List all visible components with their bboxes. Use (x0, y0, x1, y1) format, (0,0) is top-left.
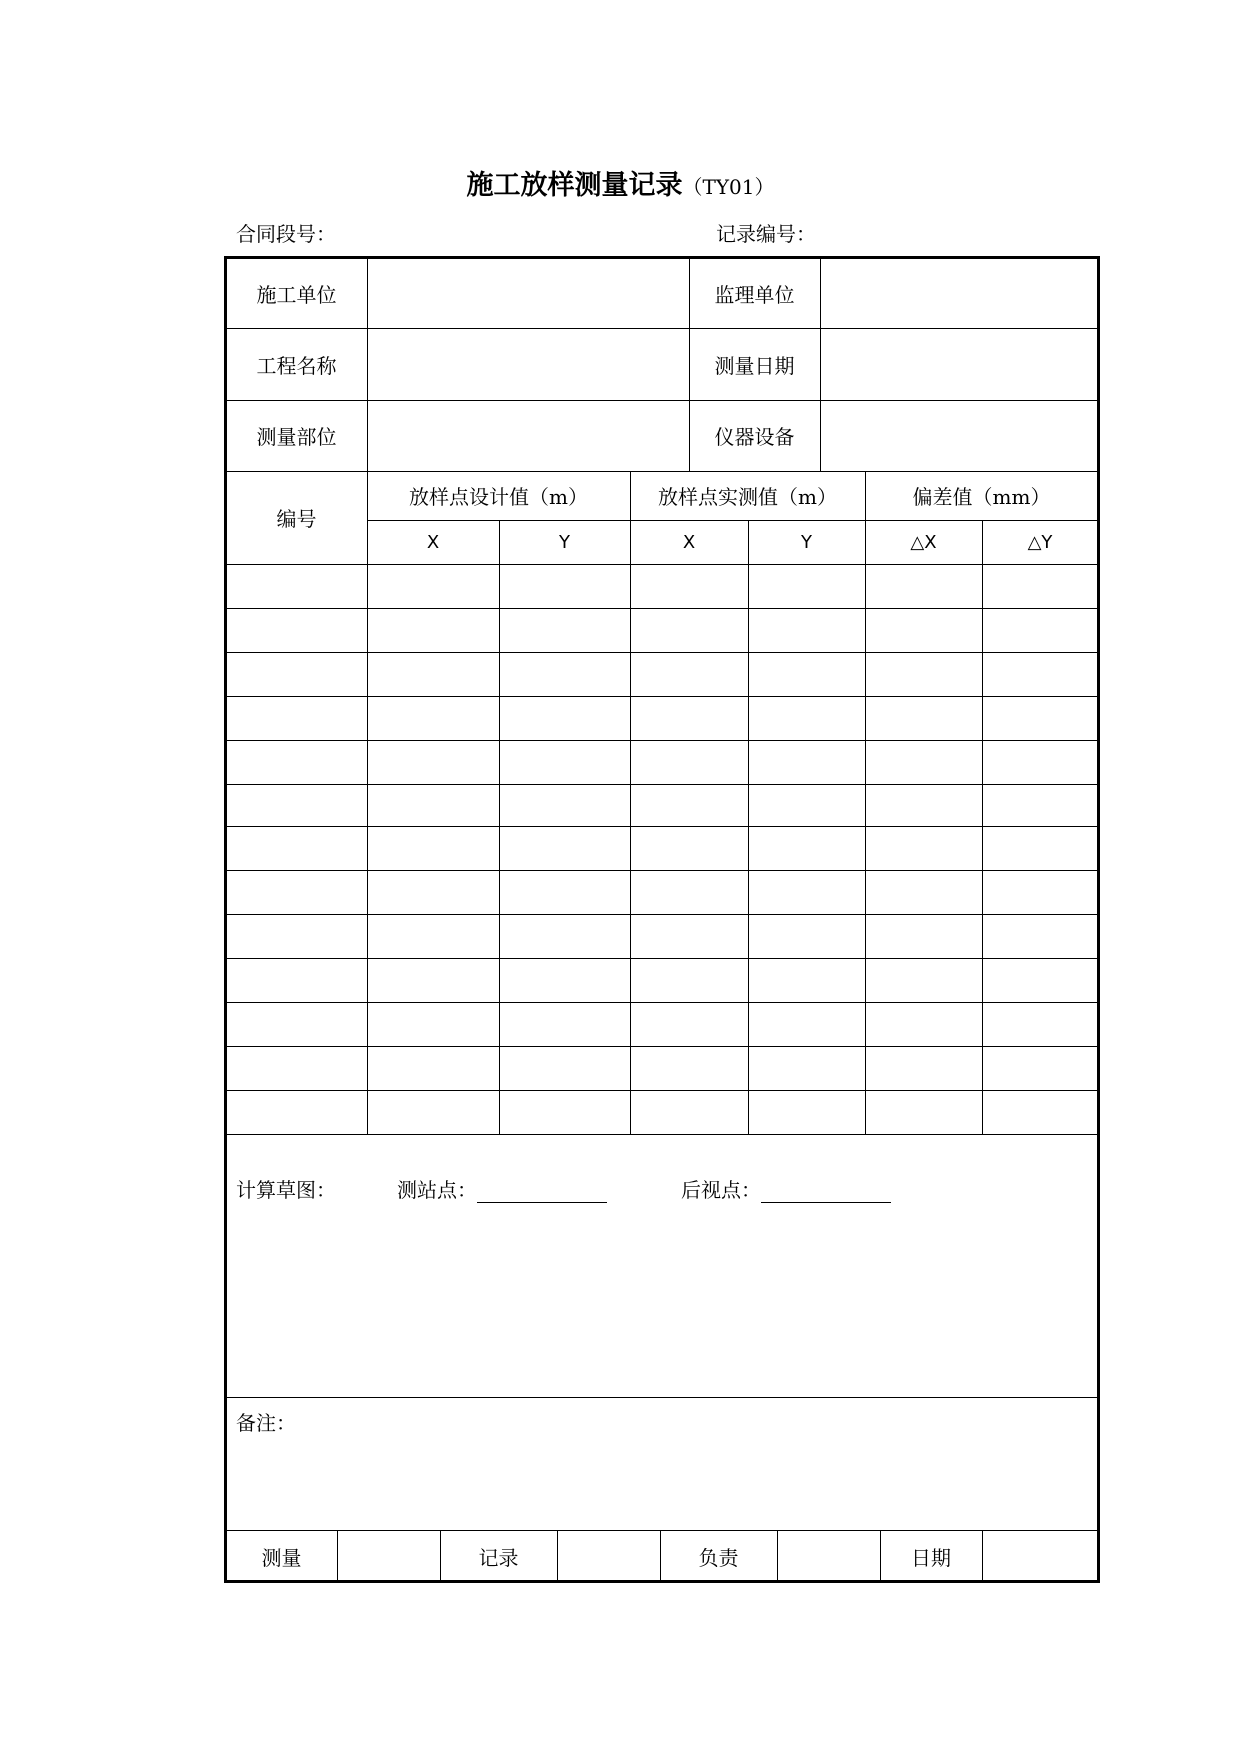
label-supervision-unit: 监理单位 (714, 282, 795, 307)
subheader-delta-y: △Y (1027, 531, 1053, 553)
col-group-divider-1 (630, 471, 631, 1134)
title-main: 施工放样测量记录 (466, 170, 683, 201)
rule-header-bottom (224, 564, 1100, 565)
label-instrument: 仪器设备 (714, 425, 795, 449)
subheader-delta-x: △X (910, 531, 937, 553)
station-field (397, 1174, 607, 1203)
header-design-values: 放样点设计值（m） (409, 485, 588, 509)
subheader-measured-x: X (682, 531, 696, 553)
rule-row-2 (224, 652, 1100, 653)
sig-label-date: 日期 (911, 1545, 951, 1570)
sig-value-measure[interactable] (337, 1531, 440, 1581)
rule-table-bottom (224, 1134, 1100, 1135)
value-instrument[interactable] (820, 400, 1098, 471)
header-id: 编号 (276, 507, 317, 531)
subheader-measured-y: Y (801, 531, 812, 553)
rule-row-8 (224, 914, 1100, 915)
value-survey-location[interactable] (367, 400, 689, 471)
remarks-label: 备注： (236, 1411, 296, 1435)
backsight-value[interactable] (761, 1182, 891, 1203)
rule-row-11 (224, 1046, 1100, 1047)
label-construction-unit: 施工单位 (256, 282, 337, 307)
title-code: （TY01） (682, 175, 775, 199)
value-construction-unit[interactable] (367, 258, 689, 328)
col-design-xy-divider (499, 520, 500, 1134)
value-supervision-unit[interactable] (820, 258, 1098, 328)
subheader-design-y: Y (559, 531, 570, 553)
value-project-name[interactable] (367, 328, 689, 400)
rule-row-12 (224, 1090, 1100, 1091)
backsight-label: 后视点： (681, 1178, 761, 1202)
record-number-label: 记录编号： (716, 222, 816, 246)
value-survey-date[interactable] (820, 328, 1098, 400)
subheader-design-x: X (426, 531, 440, 553)
label-project-name: 工程名称 (256, 353, 337, 378)
rule-row-1 (224, 608, 1100, 609)
rule-row-4 (224, 740, 1100, 741)
header-deviation: 偏差值（mm） (912, 485, 1051, 509)
col-group-divider-2 (865, 471, 866, 1134)
contract-label: 合同段号： (236, 222, 336, 246)
rule-sketch-bottom (224, 1397, 1100, 1398)
sig-value-record[interactable] (557, 1531, 660, 1581)
rule-row-6 (224, 826, 1100, 827)
sig-label-responsible: 负责 (698, 1545, 739, 1570)
station-label: 测站点： (397, 1178, 477, 1202)
sig-label-measure: 测量 (261, 1545, 302, 1570)
col-id-divider (367, 564, 368, 1134)
label-survey-location: 测量部位 (256, 425, 337, 449)
col-actual-xy-divider (748, 520, 749, 1134)
sketch-label: 计算草图： (236, 1178, 336, 1202)
station-value[interactable] (477, 1182, 607, 1203)
rule-row-10 (224, 1002, 1100, 1003)
header-measured-values: 放样点实测值（m） (658, 485, 837, 509)
label-survey-date: 测量日期 (714, 353, 795, 378)
rule-row-7 (224, 870, 1100, 871)
rule-row-9 (224, 958, 1100, 959)
sig-label-record: 记录 (478, 1545, 519, 1570)
rule-row-3 (224, 696, 1100, 697)
col-deviation-divider (982, 520, 983, 1134)
sig-value-date[interactable] (982, 1531, 1098, 1581)
page-title (0, 163, 1241, 202)
backsight-field (681, 1174, 891, 1203)
sig-value-responsible[interactable] (777, 1531, 880, 1581)
rule-row-5 (224, 784, 1100, 785)
